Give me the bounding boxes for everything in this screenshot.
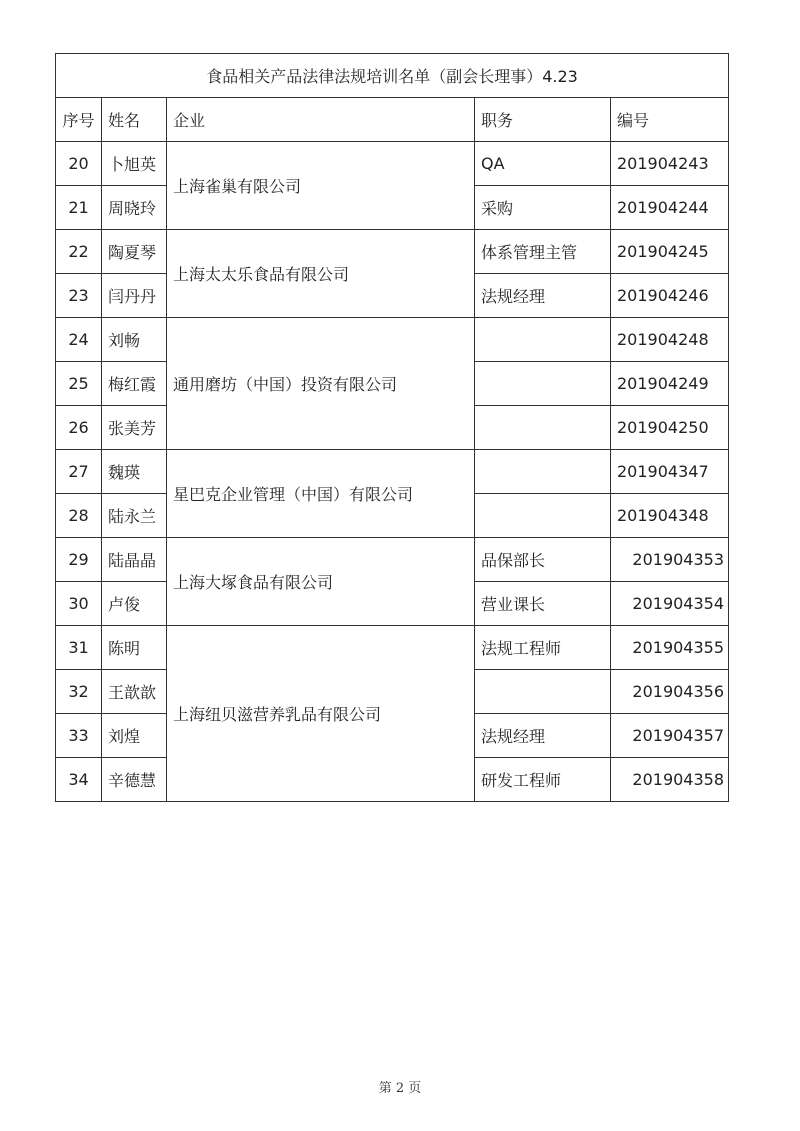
row-name: 陶夏琴 [102, 230, 167, 274]
row-seq: 34 [56, 758, 102, 802]
row-company: 通用磨坊（中国）投资有限公司 [167, 318, 475, 450]
row-position [475, 450, 611, 494]
table-row [56, 450, 729, 494]
row-number: 201904354 [611, 582, 729, 626]
row-name: 刘畅 [102, 318, 167, 362]
row-seq: 29 [56, 538, 102, 582]
row-number: 201904357 [611, 714, 729, 758]
table-title: 食品相关产品法律法规培训名单（副会长理事）4.23 [56, 54, 729, 98]
row-name: 闫丹丹 [102, 274, 167, 318]
row-seq: 26 [56, 406, 102, 450]
row-name: 陆晶晶 [102, 538, 167, 582]
header-company: 企业 [167, 98, 475, 142]
row-seq: 27 [56, 450, 102, 494]
row-position [475, 494, 611, 538]
header-position: 职务 [475, 98, 611, 142]
row-position: 品保部长 [475, 538, 611, 582]
header-seq: 序号 [56, 98, 102, 142]
row-company: 上海太太乐食品有限公司 [167, 230, 475, 318]
row-seq: 31 [56, 626, 102, 670]
row-name: 魏瑛 [102, 450, 167, 494]
row-seq: 30 [56, 582, 102, 626]
row-position [475, 670, 611, 714]
row-position: 法规工程师 [475, 626, 611, 670]
row-position [475, 318, 611, 362]
header-name: 姓名 [102, 98, 167, 142]
row-number: 201904250 [611, 406, 729, 450]
row-name: 刘煌 [102, 714, 167, 758]
row-number: 201904249 [611, 362, 729, 406]
row-seq: 21 [56, 186, 102, 230]
header-number: 编号 [611, 98, 729, 142]
row-seq: 33 [56, 714, 102, 758]
row-position: 法规经理 [475, 714, 611, 758]
row-number: 201904248 [611, 318, 729, 362]
row-seq: 20 [56, 142, 102, 186]
row-seq: 23 [56, 274, 102, 318]
row-number: 201904353 [611, 538, 729, 582]
row-seq: 24 [56, 318, 102, 362]
row-company: 上海大塚食品有限公司 [167, 538, 475, 626]
row-position [475, 362, 611, 406]
table-row [56, 538, 729, 582]
row-position: 研发工程师 [475, 758, 611, 802]
title-row [56, 54, 729, 98]
header-row [56, 98, 729, 142]
page-number: 第 2 页 [378, 1081, 422, 1096]
table-row [56, 142, 729, 186]
row-company: 星巴克企业管理（中国）有限公司 [167, 450, 475, 538]
row-number: 201904348 [611, 494, 729, 538]
row-name: 陆永兰 [102, 494, 167, 538]
row-position: 法规经理 [475, 274, 611, 318]
row-seq: 25 [56, 362, 102, 406]
row-name: 周晓玲 [102, 186, 167, 230]
table-row [56, 318, 729, 362]
table-row [56, 626, 729, 670]
row-number: 201904243 [611, 142, 729, 186]
row-number: 201904244 [611, 186, 729, 230]
row-name: 陈明 [102, 626, 167, 670]
row-seq: 22 [56, 230, 102, 274]
row-name: 张美芳 [102, 406, 167, 450]
row-company: 上海纽贝滋营养乳品有限公司 [167, 626, 475, 802]
row-number: 201904347 [611, 450, 729, 494]
row-company: 上海雀巢有限公司 [167, 142, 475, 230]
training-roster-table [55, 53, 729, 802]
row-number: 201904355 [611, 626, 729, 670]
row-position: QA [475, 142, 611, 186]
row-position: 营业课长 [475, 582, 611, 626]
table-row [56, 230, 729, 274]
row-name: 卜旭英 [102, 142, 167, 186]
row-name: 卢俊 [102, 582, 167, 626]
row-number: 201904358 [611, 758, 729, 802]
row-position: 采购 [475, 186, 611, 230]
row-number: 201904245 [611, 230, 729, 274]
row-number: 201904356 [611, 670, 729, 714]
row-position: 体系管理主管 [475, 230, 611, 274]
row-number: 201904246 [611, 274, 729, 318]
row-position [475, 406, 611, 450]
row-name: 梅红霞 [102, 362, 167, 406]
row-seq: 32 [56, 670, 102, 714]
row-name: 王歆歆 [102, 670, 167, 714]
row-seq: 28 [56, 494, 102, 538]
row-name: 辛德慧 [102, 758, 167, 802]
